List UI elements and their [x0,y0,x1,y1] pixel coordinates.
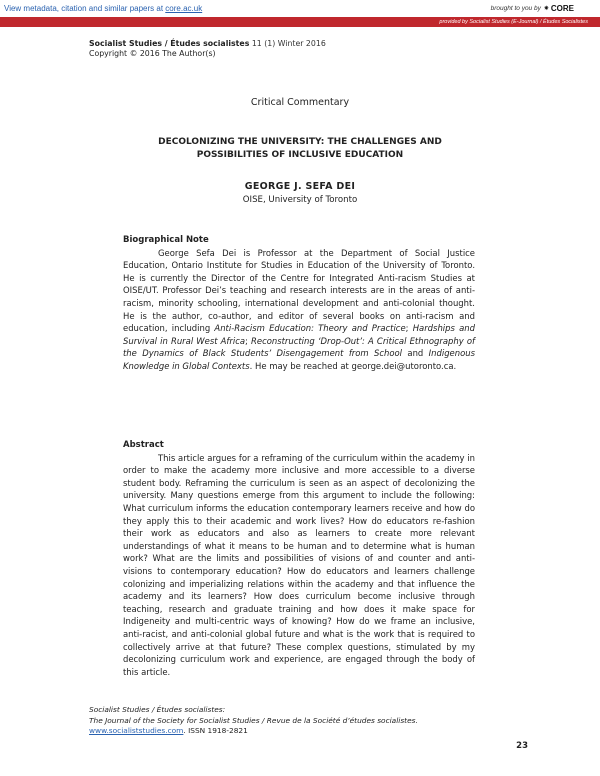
journal-title: Socialist Studies / Études socialistes [89,39,250,48]
journal-issue: 11 (1) Winter 2016 [251,39,326,48]
article-title: DECOLONIZING THE UNIVERSITY: THE CHALLENGES AND POSSIBILITIES OF INCLUSIVE EDUCATION [158,137,442,160]
biographical-note [123,234,475,373]
author-affiliation: OISE, University of Toronto [242,195,358,205]
abstract [123,439,475,678]
bio-text: George Sefa Dei is Professor at the Department of Social Justice Education, Ontario Institute for Studies in Education of the University of Toronto. He is currently the Director of the Centre for Integrated Anti-racism Studies at OISE/UT. Professor Dei’s teaching and research interests are in the areas of anti-racism, minority schooling, international development and anti-colonial thought. He is the author, co-author, and editor of several books on anti-racism and education, including Anti-Racism Education: Theory and Practice; Hardships and Survival in Rural West Africa; Reconstructing ‘Drop-Out’: A Critical Ethnography of the Dynamics of Black Students’ Disengagement from School and Indigenous Knowledge in Global Contexts. He may be reached at george.dei@utoronto.ca. [123,247,476,371]
brought-to-you-by: brought to you by ✷ CORE [490,4,574,13]
core-logo-icon: ✷ [543,6,549,12]
provided-by-bar[interactable]: provided by Socialist Studies (E-Journal) / Études Socialistes [0,17,600,27]
core-banner [0,0,600,28]
author-name: GEORGE J. SEFA DEI [244,181,356,192]
core-metadata-link[interactable]: View metadata, citation and similar papers at core.ac.uk [4,4,203,13]
abstract-text: This article argues for a reframing of the curriculum within the academy in order to make the academy more inclusive and more accessible to a diverse student body. Reframing the curriculum is seen as an aspect of decolonizing the university. Many questions emerge from this argument to include the following: What curriculum informs the education contemporary learners receive and how do they apply this to their academic and work lives? How do educators re-fashion their work as educators and also as learners to create more relevant understandings of what it means to be human and to determine what is human work? What are the limits and possibilities of visions of and counter and anti-visions to contemporary education? How do educators and learners challenge colonizing and imperializing relations within the academy and that influence the academy and its learners? How does curriculum become inclusive through teaching, research and graduate training and how does it make space for Indigeneity and multi-centric ways of knowing? How do we frame an inclusive, anti-racist, and anti-colonial global future and what is the work that is required to collectively arrive at that future? These complex questions, stimulated by my decolonizing curriculum work and experience, are engaged through the body of this article. [123,452,475,677]
bio-heading: Biographical Note [123,235,209,245]
footer-website-link[interactable]: www.socialiststudies.com [89,726,184,735]
page-number: 23 [516,741,528,751]
footer-journal-name: Socialist Studies / Études socialistes: [89,705,226,714]
section-label: Critical Commentary [250,97,350,108]
core-banner-top [0,0,600,17]
copyright-line: Copyright © 2016 The Author(s) [89,49,216,58]
abstract-heading: Abstract [123,440,164,450]
footer-issn: . ISSN 1918-2821 [183,726,248,735]
footer-journal-full: The Journal of the Society for Socialist Studies / Revue de la Société d’études socialistes. [89,715,418,725]
journal-header [89,39,326,59]
page-footer [89,705,418,737]
core-logo[interactable]: ✷ CORE [543,4,574,13]
